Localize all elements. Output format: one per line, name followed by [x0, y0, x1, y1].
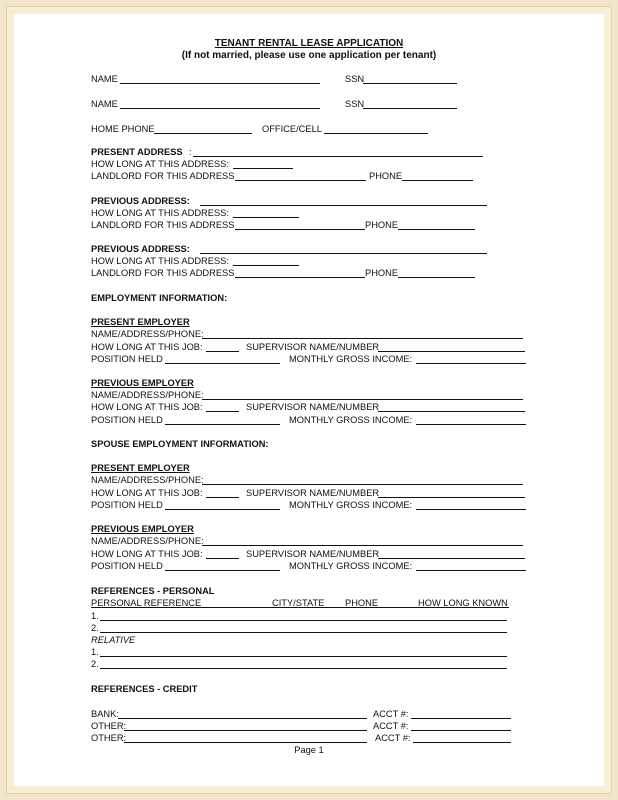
name-field-1[interactable]: [120, 83, 320, 84]
other-label-1: OTHER:: [91, 721, 127, 731]
employer-nap-label-4: NAME/ADDRESS/PHONE:: [91, 536, 204, 546]
position-held-field-3[interactable]: [165, 509, 280, 510]
supervisor-label-3: SUPERVISOR NAME/NUMBER: [246, 488, 380, 498]
how-long-address-label-2: HOW LONG AT THIS ADDRESS:: [91, 208, 229, 218]
personal-ref-field-2[interactable]: [100, 632, 507, 633]
relative-item-1: 1.: [91, 647, 99, 657]
personal-ref-field-1[interactable]: [100, 620, 507, 621]
present-employer-heading-1: PRESENT EMPLOYER: [91, 317, 190, 327]
previous-address-field-1[interactable]: [200, 205, 487, 206]
personal-ref-item-2: 2.: [91, 623, 99, 633]
references-credit-heading: REFERENCES - CREDIT: [91, 684, 198, 694]
monthly-income-field-4[interactable]: [416, 570, 526, 571]
how-long-job-field-3[interactable]: [206, 497, 239, 498]
landlord-phone-field-3[interactable]: [398, 277, 475, 278]
employer-nap-label-2: NAME/ADDRESS/PHONE:: [91, 390, 204, 400]
previous-employer-heading-2: PREVIOUS EMPLOYER: [91, 524, 194, 534]
ssn-label-2: SSN: [345, 99, 365, 109]
acct-field-3[interactable]: [413, 742, 511, 743]
landlord-phone-field-1[interactable]: [402, 180, 473, 181]
acct-field-2[interactable]: [411, 730, 511, 731]
employer-nap-field-2[interactable]: [202, 399, 523, 400]
present-employer-heading-2: PRESENT EMPLOYER: [91, 463, 190, 473]
employer-nap-field-3[interactable]: [202, 484, 523, 485]
personal-ref-item-1: 1.: [91, 611, 99, 621]
acct-field-1[interactable]: [411, 718, 511, 719]
other-field-1[interactable]: [124, 730, 367, 731]
how-long-job-label-4: HOW LONG AT THIS JOB:: [91, 549, 203, 559]
previous-address-field-2[interactable]: [200, 253, 487, 254]
relative-label: RELATIVE: [91, 635, 136, 645]
acct-label-2: ACCT #:: [373, 721, 409, 731]
personal-reference-col: PERSONAL REFERENCE: [91, 598, 202, 608]
ssn-field-1[interactable]: [363, 83, 457, 84]
ssn-field-2[interactable]: [363, 108, 457, 109]
employer-nap-label-3: NAME/ADDRESS/PHONE:: [91, 475, 204, 485]
bank-label: BANK:: [91, 709, 119, 719]
previous-address-label-2: PREVIOUS ADDRESS:: [91, 244, 190, 254]
supervisor-field-2[interactable]: [378, 411, 525, 412]
landlord-field-3[interactable]: [235, 277, 365, 278]
how-long-address-label-1: HOW LONG AT THIS ADDRESS:: [91, 159, 229, 169]
employer-nap-label-1: NAME/ADDRESS/PHONE:: [91, 329, 204, 339]
ssn-label-1: SSN: [345, 74, 365, 84]
previous-address-label-1: PREVIOUS ADDRESS:: [91, 196, 190, 206]
office-cell-field[interactable]: [324, 133, 428, 134]
name-label-2: NAME: [91, 99, 118, 109]
present-address-colon: :: [189, 147, 192, 157]
landlord-field-2[interactable]: [235, 229, 365, 230]
city-state-col: CITY/STATE: [272, 598, 325, 608]
how-long-job-label-1: HOW LONG AT THIS JOB:: [91, 342, 203, 352]
how-long-address-field-2[interactable]: [233, 217, 299, 218]
landlord-label-1: LANDLORD FOR THIS ADDRESS: [91, 171, 235, 181]
name-label-1: NAME: [91, 74, 118, 84]
employment-info-heading: EMPLOYMENT INFORMATION:: [91, 293, 228, 303]
employer-nap-field-1[interactable]: [202, 338, 523, 339]
relative-field-2[interactable]: [100, 668, 507, 669]
bank-field[interactable]: [118, 718, 367, 719]
monthly-income-field-1[interactable]: [416, 363, 526, 364]
relative-field-1[interactable]: [100, 656, 507, 657]
landlord-label-3: LANDLORD FOR THIS ADDRESS: [91, 268, 235, 278]
office-cell-label: OFFICE/CELL: [262, 124, 322, 134]
page-number: Page 1: [294, 745, 324, 755]
form-title: TENANT RENTAL LEASE APPLICATION: [214, 38, 404, 49]
monthly-income-label-2: MONTHLY GROSS INCOME:: [289, 415, 413, 425]
supervisor-label-2: SUPERVISOR NAME/NUMBER: [246, 402, 380, 412]
supervisor-field-4[interactable]: [378, 558, 525, 559]
landlord-phone-label-3: PHONE: [365, 268, 399, 278]
landlord-phone-field-2[interactable]: [398, 229, 475, 230]
landlord-label-2: LANDLORD FOR THIS ADDRESS: [91, 220, 235, 230]
other-field-2[interactable]: [124, 742, 367, 743]
landlord-phone-label-2: PHONE: [365, 220, 399, 230]
references-personal-heading: REFERENCES - PERSONAL: [91, 586, 215, 596]
position-held-field-4[interactable]: [165, 570, 280, 571]
form-subtitle: (If not married, please use one application per tenant): [181, 50, 437, 61]
spouse-employment-heading: SPOUSE EMPLOYMENT INFORMATION:: [91, 439, 269, 449]
employer-nap-field-4[interactable]: [202, 545, 523, 546]
position-held-label-1: POSITION HELD: [91, 354, 163, 364]
how-long-address-label-3: HOW LONG AT THIS ADDRESS:: [91, 256, 229, 266]
name-field-2[interactable]: [120, 108, 320, 109]
previous-employer-heading-1: PREVIOUS EMPLOYER: [91, 378, 194, 388]
supervisor-field-1[interactable]: [378, 351, 525, 352]
how-long-job-field-2[interactable]: [206, 411, 239, 412]
position-held-label-3: POSITION HELD: [91, 500, 163, 510]
position-held-label-4: POSITION HELD: [91, 561, 163, 571]
ref-phone-col: PHONE: [345, 598, 379, 608]
acct-label-1: ACCT #:: [373, 709, 409, 719]
supervisor-field-3[interactable]: [378, 497, 525, 498]
supervisor-label-1: SUPERVISOR NAME/NUMBER: [246, 342, 380, 352]
supervisor-label-4: SUPERVISOR NAME/NUMBER: [246, 549, 380, 559]
home-phone-field[interactable]: [154, 133, 252, 134]
other-label-2: OTHER:: [91, 733, 127, 743]
position-held-label-2: POSITION HELD: [91, 415, 163, 425]
monthly-income-label-1: MONTHLY GROSS INCOME:: [289, 354, 413, 364]
how-long-address-field-3[interactable]: [233, 265, 299, 266]
position-held-field-1[interactable]: [165, 363, 280, 364]
monthly-income-label-4: MONTHLY GROSS INCOME:: [289, 561, 413, 571]
landlord-field-1[interactable]: [235, 180, 366, 181]
how-long-job-field-4[interactable]: [206, 558, 239, 559]
monthly-income-field-3[interactable]: [416, 509, 526, 510]
how-long-known-col: HOW LONG KNOWN: [418, 598, 508, 608]
acct-label-3: ACCT #:: [375, 733, 411, 743]
how-long-job-label-3: HOW LONG AT THIS JOB:: [91, 488, 203, 498]
present-address-field[interactable]: [193, 156, 483, 157]
home-phone-label: HOME PHONE: [91, 124, 155, 134]
how-long-address-field-1[interactable]: [233, 168, 293, 169]
document-page: [14, 14, 604, 786]
landlord-phone-label-1: PHONE: [369, 171, 403, 181]
how-long-job-field-1[interactable]: [206, 351, 239, 352]
position-held-field-2[interactable]: [165, 424, 280, 425]
present-address-label: PRESENT ADDRESS: [91, 147, 183, 157]
monthly-income-field-2[interactable]: [416, 424, 526, 425]
monthly-income-label-3: MONTHLY GROSS INCOME:: [289, 500, 413, 510]
how-long-job-label-2: HOW LONG AT THIS JOB:: [91, 402, 203, 412]
relative-item-2: 2.: [91, 659, 99, 669]
